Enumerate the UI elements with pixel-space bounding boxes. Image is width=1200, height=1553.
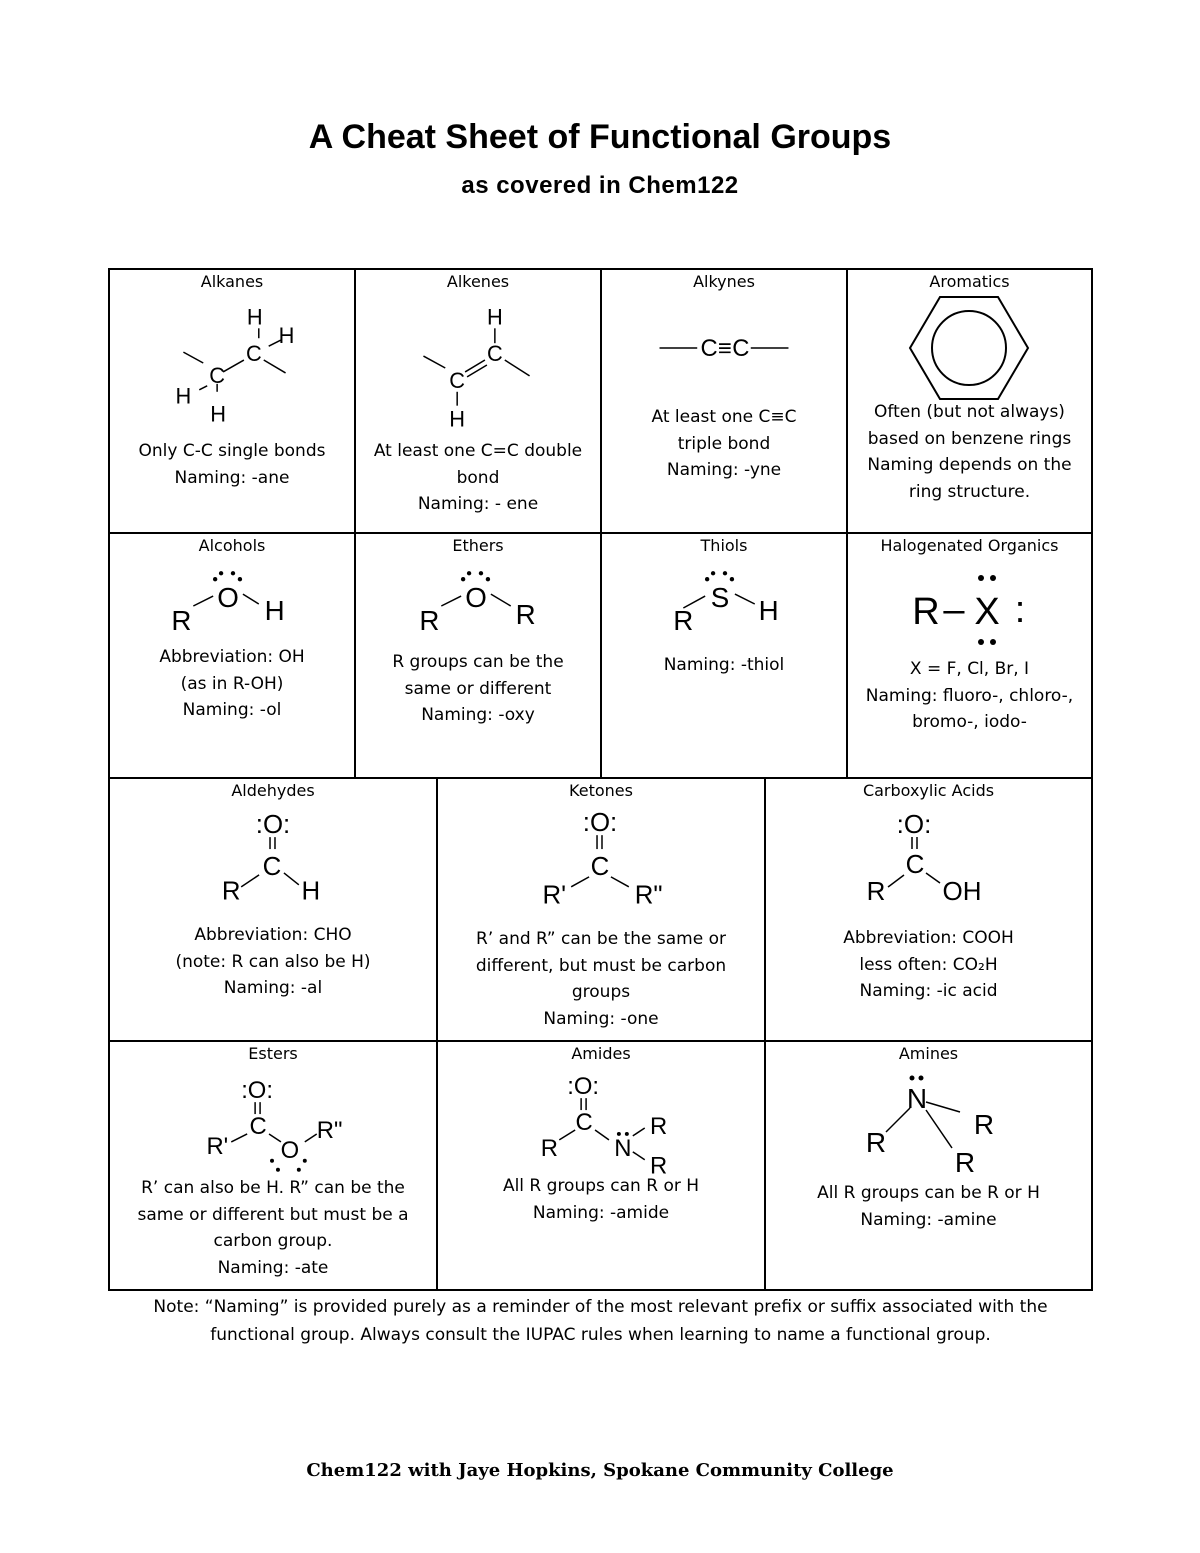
atom-h-bottom: H	[210, 401, 226, 427]
atom-h-left: H	[175, 383, 192, 409]
triple-bond: ≡	[718, 334, 732, 362]
description-line: ring structure.	[908, 481, 1031, 502]
atom-r: R	[866, 876, 886, 906]
description-line: less often: CO₂H	[859, 954, 998, 975]
atom-c: C	[590, 852, 610, 881]
cell-amines	[766, 1042, 1091, 1289]
atom-h: H	[264, 594, 285, 626]
atom-n: N	[906, 1083, 928, 1114]
esters-structure	[110, 1070, 436, 1180]
description-line: triple bond	[677, 433, 771, 454]
group-description	[120, 922, 426, 1002]
cell-alkenes	[356, 270, 602, 534]
description-line: Naming: -one	[543, 1008, 659, 1029]
alkynes-structure	[602, 320, 846, 380]
group-name: Aldehydes	[231, 781, 315, 800]
group-description	[776, 1180, 1081, 1233]
group-name: Thiols	[700, 536, 748, 555]
carbonyl-oxygen: :O:	[896, 809, 932, 839]
description-line: Naming: -ol	[182, 700, 282, 720]
group-description	[612, 652, 836, 679]
atom-r-right: R	[973, 1109, 995, 1140]
group-description	[612, 404, 836, 484]
group-description	[120, 644, 344, 724]
description-line: same or different	[404, 678, 552, 699]
description-line: All R groups can R or H	[502, 1176, 700, 1196]
group-name: Ethers	[452, 536, 504, 555]
atom-c-left: C	[700, 334, 718, 362]
description-line: Naming: fluoro-, chloro-,	[865, 685, 1074, 706]
group-name: Aromatics	[929, 272, 1010, 291]
group-name: Alcohols	[198, 536, 266, 555]
alkanes-structure	[110, 298, 354, 433]
description-line: Naming: -ic acid	[859, 981, 998, 1001]
group-name: Amides	[571, 1044, 631, 1063]
group-name: Esters	[248, 1044, 298, 1063]
ethers-structure	[356, 564, 600, 644]
description-line: Naming: - ene	[417, 494, 539, 514]
atom-r: R	[673, 604, 694, 636]
description-line: Naming: -amine	[860, 1209, 997, 1230]
cell-ketones	[438, 779, 766, 1042]
page-title: A Cheat Sheet of Functional Groups	[308, 118, 892, 156]
cell-halogenated	[848, 534, 1091, 779]
description-line: different, but must be carbon	[475, 955, 727, 976]
atom-n: N	[614, 1134, 632, 1162]
description-line: Only C-C single bonds	[138, 441, 326, 461]
description-line: X = F, Cl, Br, I	[909, 659, 1030, 679]
description-line: Naming: -ane	[174, 467, 290, 488]
description-line: Naming: -amide	[532, 1202, 670, 1223]
description-line: bond	[456, 467, 500, 488]
atom-o: O	[465, 581, 487, 613]
description-line: Naming: -ate	[217, 1257, 329, 1278]
atom-c-right: C	[732, 334, 750, 362]
atom-c: C	[575, 1108, 593, 1136]
cell-ethers	[356, 534, 602, 779]
footnote-line: Note: “Naming” is provided purely as a reminder of the most relevant prefix or suffix associated with the	[153, 1297, 1048, 1317]
cell-alkynes	[602, 270, 848, 534]
cell-amides	[438, 1042, 766, 1289]
description-line: based on benzene rings	[867, 428, 1072, 449]
group-description	[858, 399, 1081, 505]
atom-r-prime: R'	[542, 881, 567, 910]
alcohols-structure	[110, 564, 354, 644]
single-bond: –	[943, 589, 965, 631]
alkenes-structure	[356, 298, 600, 433]
description-line: R’ can also be H. R” can be the	[141, 1178, 405, 1198]
carbonyl-oxygen: :O:	[241, 1077, 273, 1105]
atom-c-upper: C	[245, 341, 262, 367]
page-footer: Chem122 with Jaye Hopkins, Spokane Community College	[306, 1460, 894, 1481]
atom-r: R	[912, 591, 940, 633]
description-line: bromo-, iodo-	[912, 712, 1027, 732]
atom-h: H	[301, 877, 321, 906]
group-name: Alkanes	[200, 272, 264, 291]
description-line: Naming: -al	[223, 978, 323, 998]
carbonyl-oxygen: :O:	[582, 809, 618, 838]
carbonyl-oxygen: :O:	[255, 811, 291, 840]
description-line: Naming: -oxy	[421, 705, 535, 725]
group-name: Amines	[898, 1044, 959, 1063]
functional-groups-table	[108, 268, 1093, 1291]
atom-c-lower: C	[209, 362, 226, 388]
group-name: Halogenated Organics	[880, 536, 1059, 555]
atom-h-right: H	[278, 323, 295, 349]
amines-structure	[766, 1068, 1091, 1178]
description-line: Abbreviation: COOH	[843, 928, 1014, 948]
cell-aromatics	[848, 270, 1091, 534]
ester-oxygen: O	[280, 1136, 300, 1164]
atom-r-prime: R'	[206, 1132, 229, 1160]
group-name: Alkynes	[693, 272, 755, 291]
aldehydes-structure	[110, 807, 436, 912]
description-line: (as in R-OH)	[180, 673, 284, 694]
description-line: All R groups can be R or H	[817, 1183, 1040, 1203]
atom-r: R	[171, 604, 192, 636]
atom-r-bottom: R	[954, 1147, 976, 1178]
thiols-structure	[602, 564, 846, 644]
description-line: Naming depends on the	[867, 455, 1072, 475]
cell-thiols	[602, 534, 848, 779]
atom-o: O	[217, 581, 239, 613]
atom-x: X	[974, 591, 1000, 633]
atom-r-double-prime: R"	[316, 1116, 343, 1144]
atom-r-left: R	[865, 1127, 887, 1158]
group-name: Ketones	[569, 781, 633, 800]
description-line: (note: R can also be H)	[175, 951, 371, 972]
hydroxyl-group: OH	[942, 876, 982, 906]
description-line: carbon group.	[213, 1231, 333, 1251]
description-line: Often (but not always)	[874, 402, 1065, 422]
benzene-ring-icon	[848, 294, 1091, 402]
halogenated-structure	[848, 564, 1091, 654]
description-line: At least one C=C double	[373, 441, 583, 461]
atom-h-top: H	[246, 304, 263, 330]
atom-c-lower: C	[449, 367, 466, 393]
atom-r-left: R	[419, 604, 440, 636]
group-description	[120, 1175, 426, 1281]
carbonyl-oxygen: :O:	[567, 1073, 600, 1101]
atom-h-top: H	[486, 304, 503, 330]
description-line: Abbreviation: CHO	[194, 925, 352, 945]
group-description	[448, 1173, 754, 1226]
group-description	[448, 926, 754, 1032]
carboxylic-structure	[766, 807, 1091, 912]
group-description	[120, 438, 344, 491]
cell-esters	[110, 1042, 438, 1289]
atom-c: C	[262, 852, 282, 881]
atom-r: R	[221, 877, 241, 906]
cell-aldehydes	[110, 779, 438, 1042]
description-line: groups	[571, 982, 631, 1002]
group-name: Carboxylic Acids	[862, 781, 995, 800]
atom-s: S	[710, 581, 730, 613]
group-description	[776, 925, 1081, 1005]
footnote-line: functional group. Always consult the IUPAC rules when learning to name a functional group.	[210, 1324, 991, 1345]
atom-c: C	[249, 1112, 267, 1140]
atom-r: R	[540, 1134, 558, 1162]
atom-r-upper: R	[650, 1112, 668, 1140]
group-description	[366, 649, 590, 729]
page-subtitle: as covered in Chem122	[461, 172, 739, 199]
description-line: R groups can be the	[392, 652, 564, 672]
description-line: Naming: -thiol	[663, 655, 785, 675]
ketones-structure	[438, 805, 764, 915]
atom-r-right: R	[515, 598, 536, 630]
atom-r-lower: R	[650, 1152, 668, 1178]
footnote	[108, 1294, 1093, 1349]
cell-carboxylic-acids	[766, 779, 1091, 1042]
atom-c-upper: C	[486, 341, 503, 367]
description-line: Naming: -yne	[666, 460, 782, 480]
description-line: Abbreviation: OH	[159, 647, 305, 667]
description-line: same or different but must be a	[137, 1204, 409, 1225]
atom-h-bottom: H	[449, 406, 466, 432]
description-line: At least one C≡C	[651, 407, 797, 427]
atom-h: H	[758, 594, 779, 626]
group-name: Alkenes	[446, 272, 510, 291]
lone-pair: :	[1014, 589, 1026, 631]
description-line: R’ and R” can be the same or	[476, 929, 726, 949]
amides-structure	[438, 1068, 764, 1178]
cell-alcohols	[110, 534, 356, 779]
atom-c: C	[905, 849, 925, 879]
atom-r-double-prime: R"	[634, 881, 663, 910]
group-description	[366, 438, 590, 518]
cell-alkanes	[110, 270, 356, 534]
group-description	[858, 656, 1081, 736]
